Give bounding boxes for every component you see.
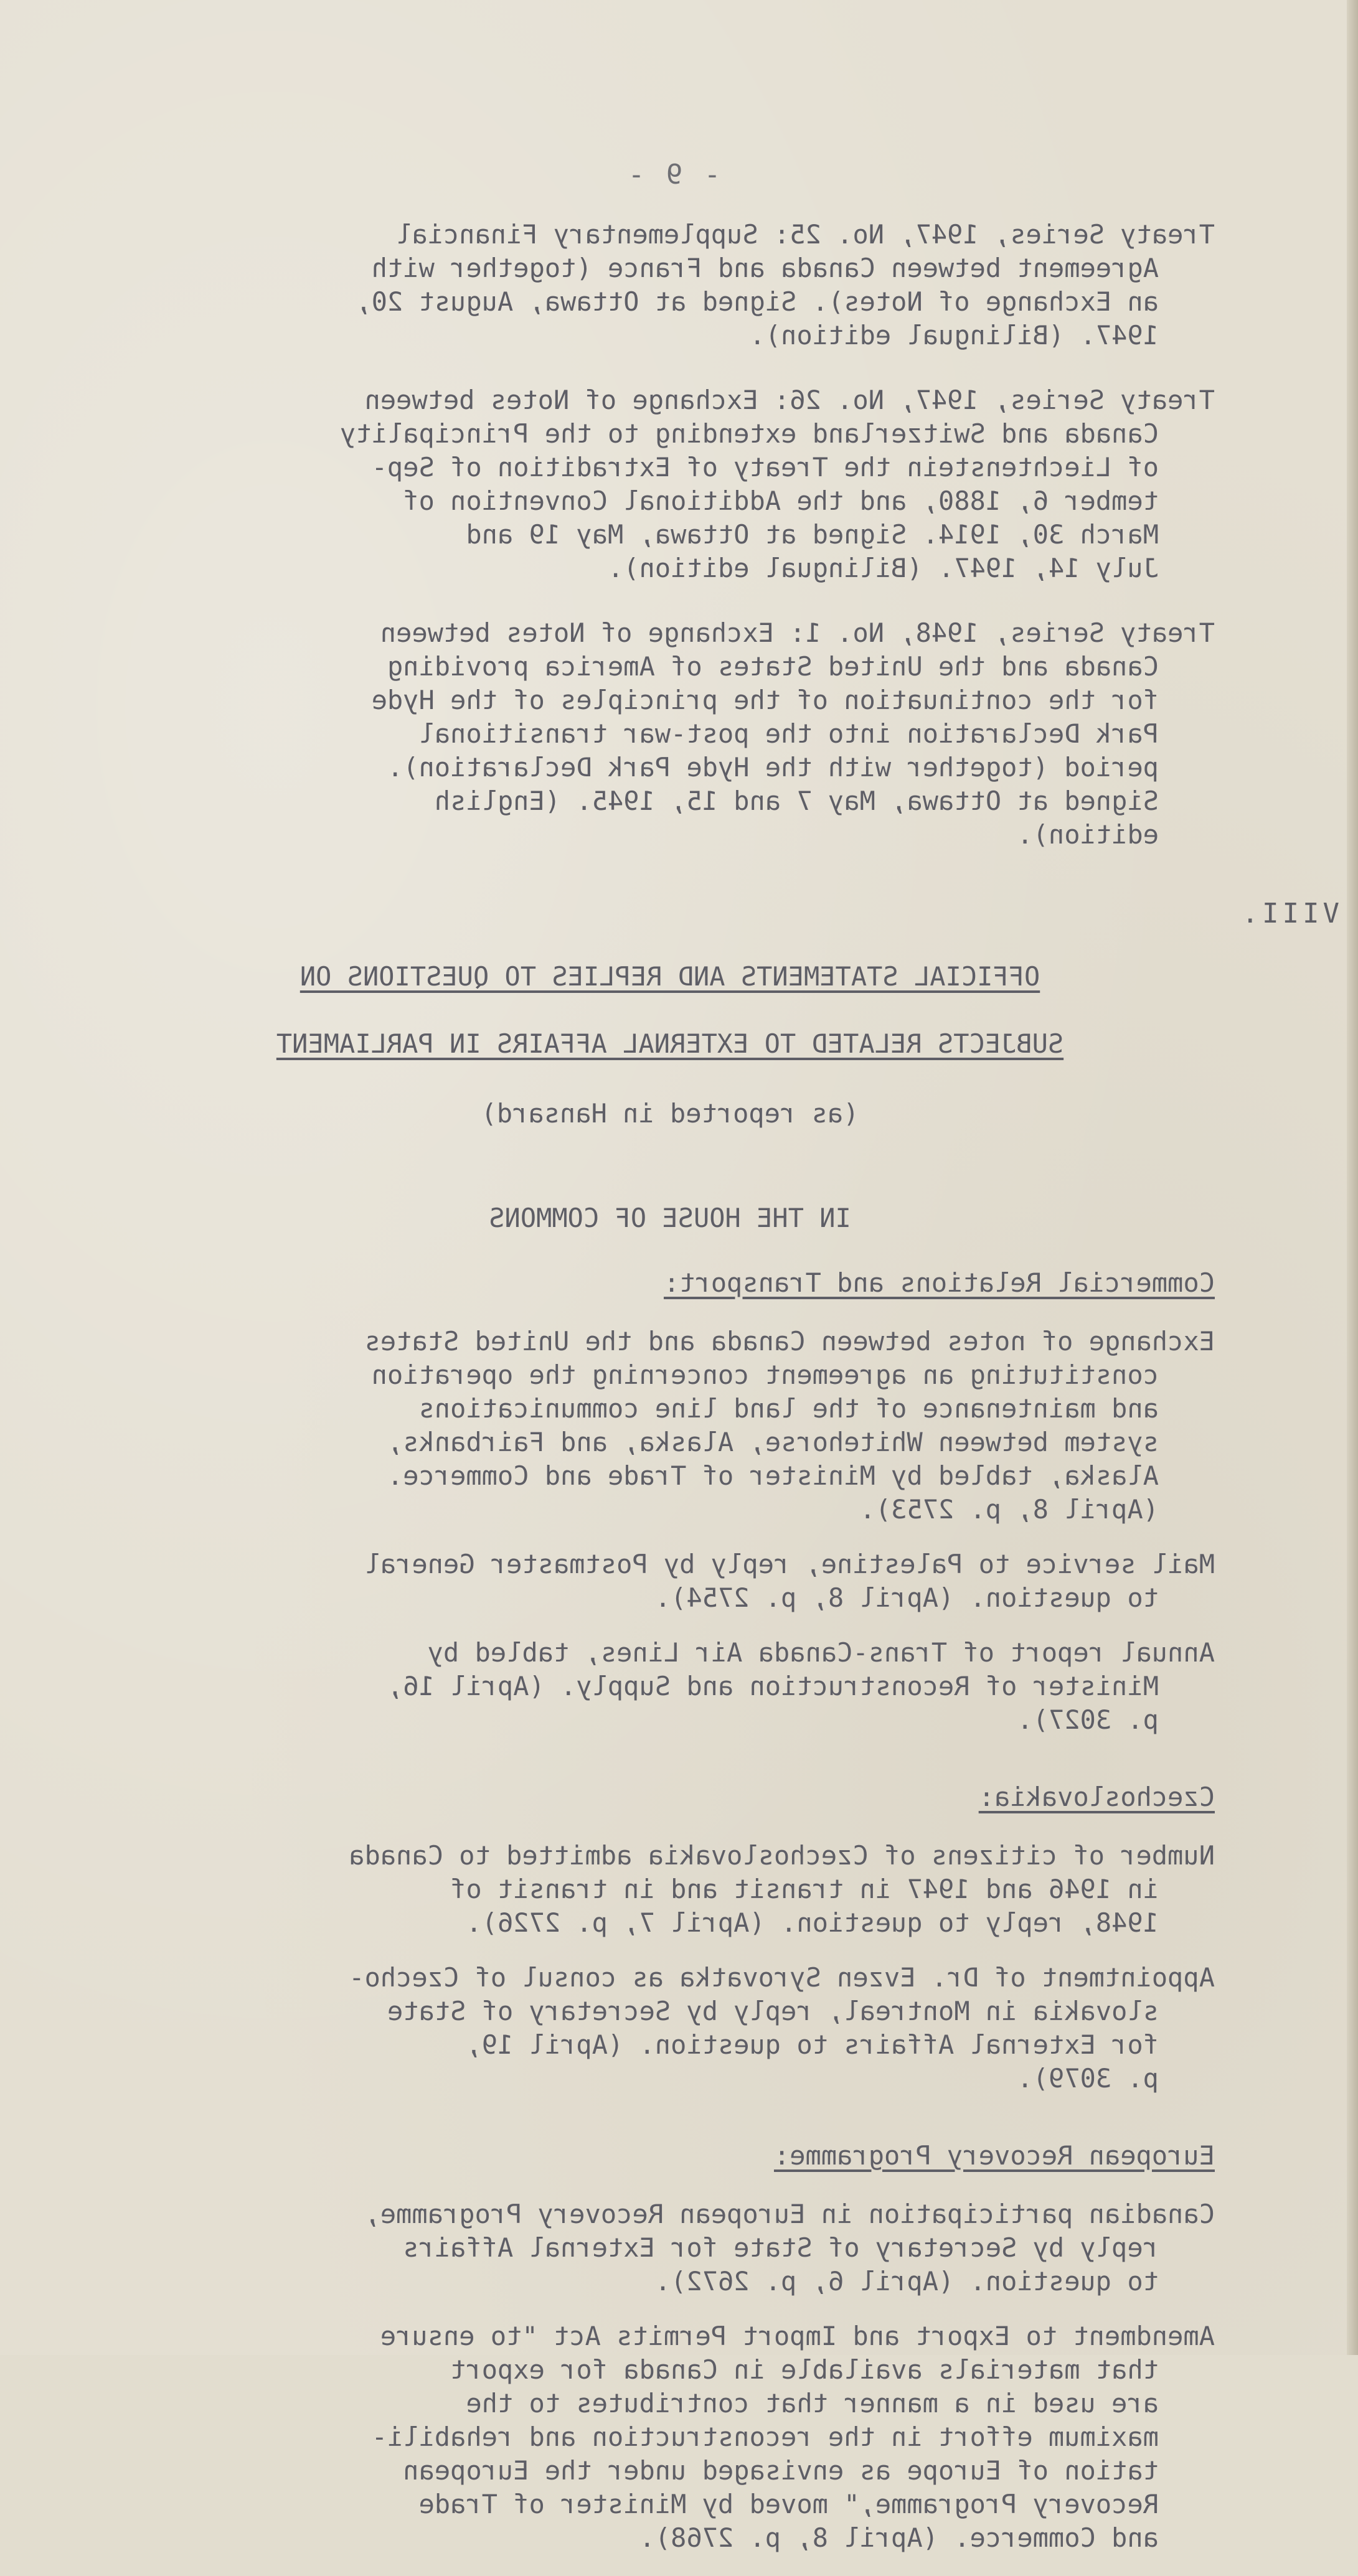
treaty-entry: Treaty Series, 1947, No. 26: Exchange of Notes between Canada and Switzerland extending to the Principality of Liechtenstein the Treaty of Extradition of Sep- tember 6, 1880, and the Additional Convention of March 30, 1914. Signed at Ottawa, May 19 and July 14, 1947. (Bilingual edition).: [340, 385, 1215, 583]
list-item: Mail service to Palestine, reply by Postmaster General to question. (April 8, p. 2754).: [364, 1549, 1215, 1613]
treaty-entry: Treaty Series, 1947, No. 25: Supplementary Financial Agreement between Canada and France (together with an Exchange of Notes). Signed at Ottawa, August 20, 1947. (Bilingual edition).: [356, 219, 1215, 350]
list-item: Exchange of notes between Canada and the United States constituting an agreement concerning the operation and maintenance of the land line communications system between Whitehorse, Alaska, and Fairbanks, Alaska, tabled by Minister of Trade and Commerce. (April 8, p. 2753).: [364, 1326, 1215, 1525]
list-item: Appointment of Dr. Evzen Syrovatka as consul of Czecho- slovakia in Montreal, reply by Secretary of State for External Affairs to question. (April 19, p. 3079).: [349, 1962, 1215, 2094]
list-item: Amendment to Export and Import Permits Act "to ensure that materials available in Canada for export are used in a manner that contributes to the maximum effort in the reconstruction and rehabili- tation of Europe as envisaged under the European Recovery Programme," moved by Minister of Trade and Commerce. (April 8, p. 2768).: [371, 2321, 1215, 2553]
section-heading: [125, 926, 1215, 1164]
treaty-entry: Treaty Series, 1948, No. 1: Exchange of Notes between Canada and the United States of America providing for the continuation of the principles of the Hyde Park Declaration into the post-war transitional period (together with the Hyde Park Declaration). Signed at Ottawa, May 7 and 15, 1945. (English edition).: [371, 618, 1215, 850]
page-number: - 9 -: [625, 159, 721, 190]
subsection-title: Commercial Relations and Transport:: [663, 1267, 1215, 1298]
house-title: IN THE HOUSE OF COMMONS: [489, 1203, 851, 1233]
list-item: Annual report of Trans-Canada Air Lines, tabled by Minister of Reconstruction and Supply. (April 16, p. 3027).: [387, 1637, 1215, 1735]
section-heading-line-1: OFFICIAL STATEMENTS AND REPLIES TO QUESTIONS ON: [299, 961, 1040, 992]
subsection-title: Czechoslovakia:: [978, 1782, 1215, 1812]
list-item: Number of citizens of Czechoslovakia admitted to Canada in 1946 and 1947 in transit and in transit of 1948, reply to question. (April 7, p. 2726).: [349, 1840, 1215, 1938]
document-body: [125, 218, 1215, 2576]
section-heading-subtitle: (as reported in Hansard): [481, 1098, 859, 1129]
section-heading-line-2: SUBJECTS RELATED TO EXTERNAL AFFAIRS IN PARLIAMENT: [276, 1028, 1064, 1059]
section-numeral: VIII.: [1238, 898, 1339, 929]
list-item: Canadian participation in European Recovery Programme, reply by Secretary of State for External Affairs to question. (April 6, p. 2672).: [364, 2199, 1215, 2296]
subsection-title: European Recovery Programme:: [773, 2140, 1215, 2171]
